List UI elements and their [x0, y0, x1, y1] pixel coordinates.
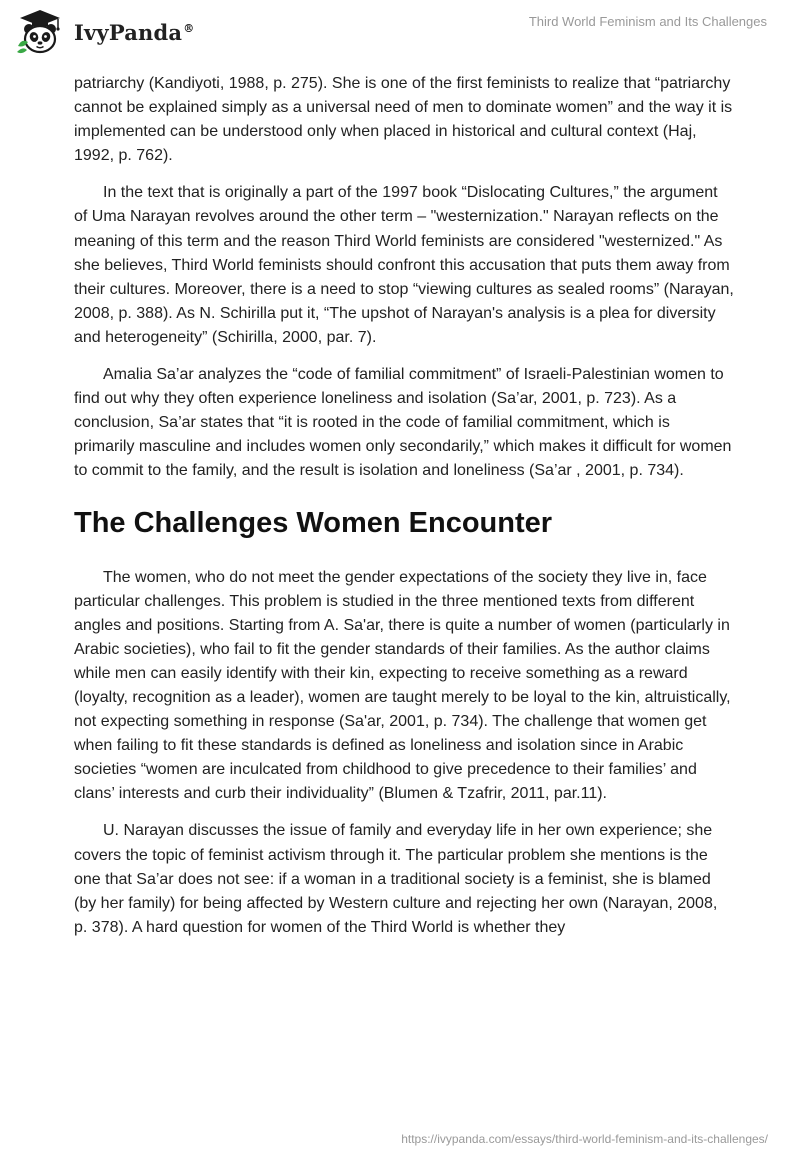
document-title: Third World Feminism and Its Challenges [528, 14, 767, 29]
registered-mark: ® [183, 21, 195, 35]
paragraph-5: U. Narayan discusses the issue of family and everyday life in her own experience; she covers the topic of feminist activism through it. The particular problem she mentions is the one that Sa’ar does not see: if a woman in a traditional society is a feminist, she is blamed (by her family) for being affected by Western culture and rejecting her own (Narayan, 2008, p. 378). A hard question for women of the Third World is whether they [74, 822, 718, 936]
page-header [0, 0, 800, 70]
paragraph-2: In the text that is originally a part of the 1997 book “Dislocating Cultures,” the argument of Uma Narayan revolves around the other term – "westernization." Narayan reflects on the meaning of this term and the reason Third World feminists are considered "westernized." As she believes, Third World feminists should confront this accusation that puts them away from their cultures. Moreover, there is a need to stop “viewing cultures as sealed rooms” (Narayan, 2008, p. 388). As N. Schirilla put it, “The upshot of Narayan's analysis is a plea for diversity and heterogeneity” (Schirilla, 2000, par. 7). [74, 184, 734, 346]
paragraph-1: patriarchy (Kandiyoti, 1988, p. 275). She is one of the first feminists to realize that “patriarchy cannot be explained simply as a universal need of men to dominate women” and the way it is implemented can be understood only when placed in historical and cultural context (Haj, 1992, p. 762). [74, 75, 733, 165]
panda-graduate-icon [14, 8, 66, 56]
section-heading: The Challenges Women Encounter [74, 506, 553, 539]
source-url[interactable]: https://ivypanda.com/essays/third-world-feminism-and-its-challenges/ [401, 1132, 768, 1146]
brand-logo[interactable] [14, 8, 194, 56]
paragraph-3: Amalia Sa’ar analyzes the “code of familial commitment” of Israeli-Palestinian women to find out why they often experience loneliness and isolation (Sa’ar, 2001, p. 723). As a conclusion, Sa’ar states that “it is rooted in the code of familial commitment, which is primarily masculine and includes women only secondarily,” which makes it difficult for women to commit to the family, and the result is isolation and loneliness (Sa’ar , 2001, p. 734). [74, 366, 732, 480]
brand-name: IvyPanda® [74, 19, 195, 45]
essay-body [74, 72, 734, 953]
paragraph-4: The women, who do not meet the gender expectations of the society they live in, face particular challenges. This problem is studied in the three mentioned texts from different angles and positions. Starting from A. Sa'ar, there is quite a number of women (particularly in Arabic societies), who fail to fit the gender standards of their families. As the author claims while men can easily identify with their kin, expecting to receive something as a reward (loyalty, recognition as a leader), women are taught merely to be loyal to the kin, altruistically, not expecting something in response (Sa'ar, 2001, p. 734). The challenge that women get when failing to fit these standards is defined as loneliness and isolation since in Arabic societies “women are inculcated from childhood to give precedence to their families’ and clans’ interests and curb their individuality” (Blumen & Tzafrir, 2011, par.11). [74, 568, 731, 803]
